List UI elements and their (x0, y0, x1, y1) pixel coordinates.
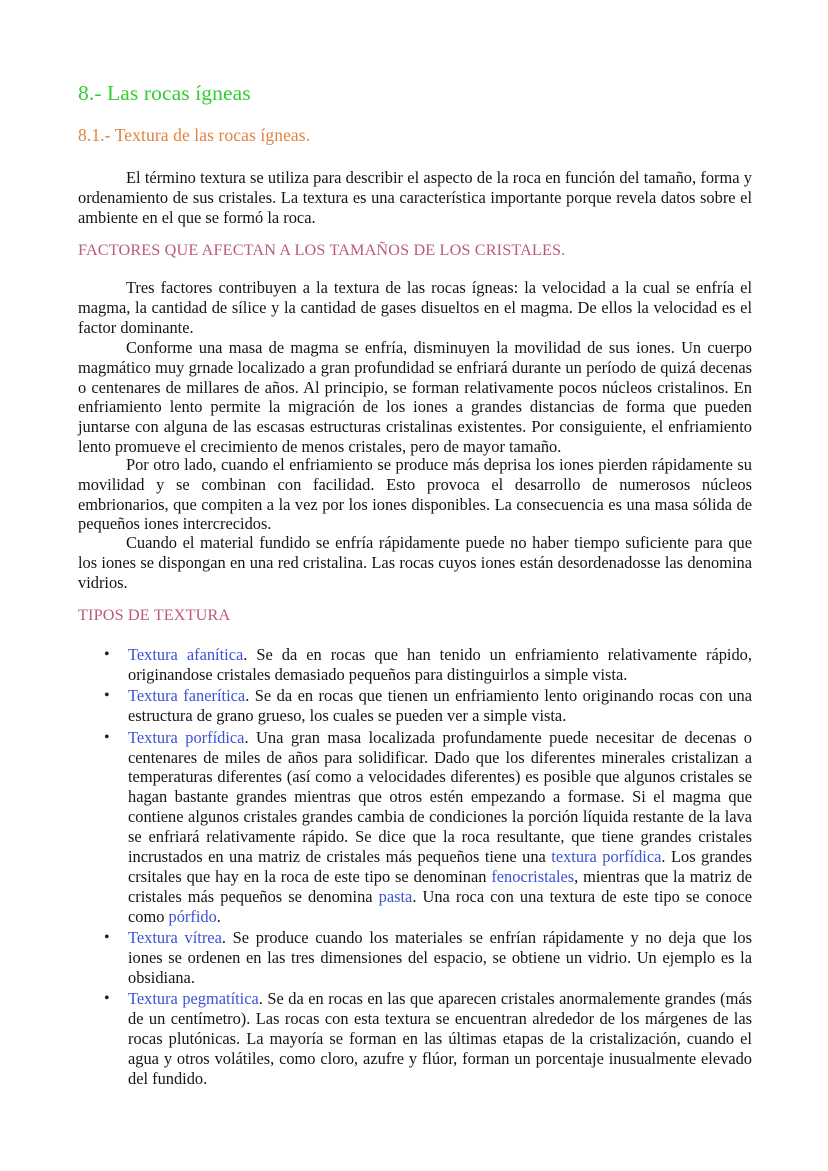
list-item-text: . Se da en rocas en las que aparecen cristales anormalemente grandes (más de un centímetro). Las rocas con esta textura se encuentran alrededor de los márgenes de las rocas plutónicas. La mayoría se forman en las últimas etapas de la cristalización, cuando el agua y otros volátiles, como cloro, azufre y flúor, forman un porcentaje inusualmente elevado del fundido. (128, 989, 752, 1089)
list-item-text: . Una gran masa localizada profundamente puede necesitar de decenas o centenares de miles de años para solidificar. Dado que los diferentes minerales cristalizan a temperaturas diferentes (así como a velocidades diferentes) es posible que algunos cristales se hagan bastante grandes mientras que otros estén empezando a formase. Si el magma que contiene algunos cristales grandes cambia de condiciones la porción líquida restante de la lava se enfriará relativamente rápido. Se dice que la roca resultante, que tiene grandes cristales incrustados en una matriz de cristales más pequeños tiene una (128, 727, 752, 867)
paragraph-text: Tres factores contribuyen a la textura de las rocas ígneas: la velocidad a la cual se enfría el magma, la cantidad de sílice y la cantidad de gases disueltos en el magma. De ellos la velocidad es el factor dominante. (78, 278, 752, 337)
bullet-icon: • (104, 687, 110, 705)
paragraph-por-otro-lado (78, 455, 752, 534)
bullet-icon: • (104, 728, 110, 746)
paragraph-text: Conforme una masa de magma se enfría, disminuyen la movilidad de sus iones. Un cuerpo magmático muy grnade localizado a gran profundidad se enfriará durante un período de quizá decenas o centenares de millares de años. Al principio, se forman relativamente pocos núcleos cristalinos. En enfriamiento lento permite la migración de los iones a grandes distancias de forma que pueden juntarse con alguna de las escasas estructuras cristalinas existentes. Por consiguiente, el enfriamiento lento promueve el crecimiento de menos cristales, pero de mayor tamaño. (78, 338, 752, 456)
paragraph-definicion (78, 168, 752, 227)
list-item (78, 989, 752, 1089)
heading-factores: FACTORES QUE AFECTAN A LOS TAMAÑOS DE LOS CRISTALES. (78, 241, 566, 259)
term-textura-faneritica: Textura fanerítica (128, 686, 246, 706)
keyword-porfido: pórfido (168, 906, 217, 926)
section-subtitle: 8.1.- Textura de las rocas ígneas. (78, 125, 311, 145)
list-item-text: . Se produce cuando los materiales se enfrían rápidamente y no deja que los iones se ordenen en las tres dimensiones del espacio, se obtiene un vidrio. Un ejemplo es la obsidiana. (128, 928, 752, 987)
keyword-pasta: pasta (378, 886, 413, 906)
paragraph-tres-factores (78, 278, 752, 337)
bullet-icon: • (104, 929, 110, 947)
page-title: 8.- Las rocas ígneas (78, 81, 251, 105)
list-item-text: . Una roca con una textura de este tipo se conoce como (128, 886, 753, 926)
list-item (78, 728, 752, 927)
texture-types-list (78, 645, 752, 1090)
list-item-text: . Los grandes crsitales que hay en la roca de este tipo se denominan (128, 847, 753, 886)
term-textura-porfidica: Textura porfídica (128, 727, 245, 747)
list-item-text: . Se da en rocas que tienen un enfriamiento lento originando rocas con una estructura de grano grueso, los cuales se pueden ver a simple vista. (128, 686, 753, 726)
paragraph-text: Por otro lado, cuando el enfriamiento se produce más deprisa los iones pierden rápidamente su movilidad y se combinan con facilidad. Esto provoca el desarrollo de numerosos núcleos embrionarios, que compiten a la vez por los iones disponibles. La consecuencia es una masa sólida de pequeños iones intercrecidos. (78, 455, 752, 534)
term-textura-afanitica: Textura afanítica (128, 645, 244, 664)
list-item (78, 686, 752, 726)
term-textura-vitrea: Textura vítrea (128, 928, 222, 948)
keyword-textura-porfidica: textura porfídica (551, 847, 662, 867)
paragraph-text: Cuando el material fundido se enfría rápidamente puede no haber tiempo suficiente para que los iones se dispongan en una red cristalina. Las rocas cuyos iones están desordenadosse las denomina vidrios. (78, 533, 752, 592)
bullet-icon: • (104, 990, 110, 1008)
paragraph-text: El término textura se utiliza para describir el aspecto de la roca en función del tamaño, forma y ordenamiento de sus cristales. La textura es una característica importante porque revela datos sobre el ambiente en el que se formó la roca. (78, 168, 752, 227)
list-item-text: . Se da en rocas que han tenido un enfriamiento relativamente rápido, originandose cristales demasiado pequeños para distinguirlos a simple vista. (128, 645, 752, 684)
list-item (78, 928, 752, 988)
heading-tipos-textura: TIPOS DE TEXTURA (78, 606, 231, 624)
list-item-text: . (216, 906, 221, 926)
term-textura-pegmatitica: Textura pegmatítica (128, 989, 259, 1009)
keyword-fenocristales: fenocristales (491, 866, 575, 886)
bullet-icon: • (104, 646, 110, 663)
list-item (78, 645, 752, 685)
paragraph-material-fundido (78, 533, 752, 592)
paragraph-conforme-masa (78, 338, 752, 457)
list-item-text: , mientras que la matriz de cristales más pequeños se denomina (128, 866, 752, 906)
